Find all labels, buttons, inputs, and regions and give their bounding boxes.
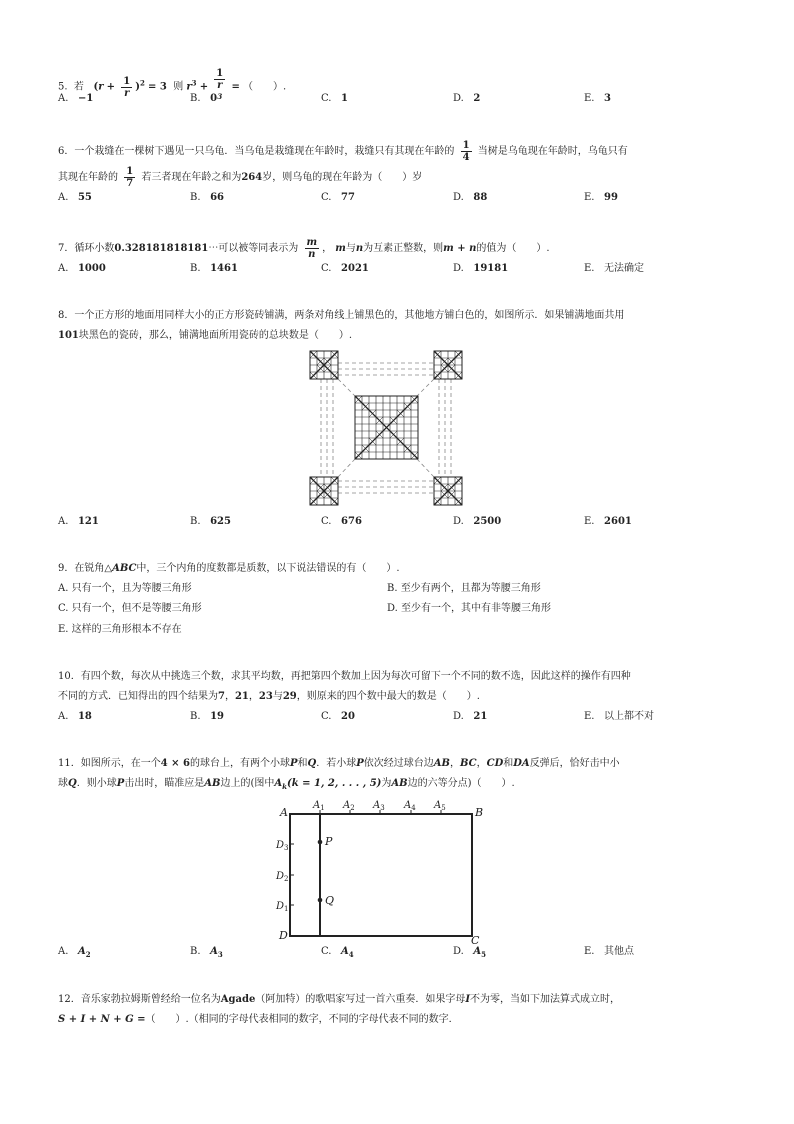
q6-option-e[interactable] [584,192,618,204]
option-label: C. [321,93,332,104]
q5-then: 则 [173,81,184,93]
q7-decimal: 0.328181818181 [114,243,209,254]
q6-stem-line1 [58,140,628,163]
option-label: D. [453,516,464,527]
q11-text-f: 球 [58,778,68,789]
option-value: A [473,946,482,957]
q11-sep2: ， [476,758,487,769]
tile-block-top-left [310,351,338,379]
q11-option-c[interactable] [321,946,354,961]
option-label: D. [453,946,464,957]
q6-text-c: 其现在年龄的 [58,172,118,183]
q11-q: Q [307,758,317,769]
option-label: A. [58,583,69,594]
q11-ab2: AB [204,778,221,789]
q7-m: m [335,243,346,254]
q11-label-d2: D [276,871,285,882]
option-value: 以上都不对 [604,711,655,722]
tile-block-bottom-left [310,477,338,505]
q8-option-b[interactable] [190,516,231,528]
dashed-guide-diagonal [338,379,355,396]
q11-option-e[interactable] [584,946,634,958]
q7-text-c: 为互素正整数，则 [363,243,444,254]
q10-and: 与 [272,691,283,702]
option-label: C. [321,516,332,527]
svg-text:D3 [275,840,289,852]
q5-plus2: + [199,81,209,93]
q11-top-labels [312,800,446,812]
option-label: D. [387,603,398,614]
option-label: B. [387,583,398,594]
q11-bc: BC [460,758,477,769]
q11-text-e: 反弹后，恰好击中小 [529,758,620,769]
q5-option-d[interactable] [453,93,480,105]
q12-text-b: （阿加特）的歌唱家写过一首六重奏．如果字母 [255,994,466,1005]
q7-option-d[interactable] [453,263,508,275]
q11-text-c: ．若小球 [316,758,357,769]
q11-text-j: 为 [381,778,392,789]
q11-label-b: B [475,806,484,819]
q11-ab: AB [433,758,450,769]
q8-option-e[interactable] [584,516,632,528]
q7-and: 与 [345,243,356,254]
q11-label-a1: A [313,800,321,811]
q11-dims: 4 × 6 [160,758,190,769]
q6-stem-line2 [58,166,422,189]
q6-frac1-den: 4 [462,152,470,163]
q8-count: 101 [58,330,79,341]
option-value: 21 [473,711,488,722]
q11-label-c: C [471,934,480,944]
q7-option-e[interactable] [584,263,644,275]
q5-cube: 3 [191,78,197,88]
option-sub: 2 [85,950,91,959]
q10-option-e[interactable] [584,711,654,723]
option-label: B. [190,93,201,104]
q11-text-a: 11．如图所示，在一个 [58,758,161,769]
option-sub: 3 [217,950,223,959]
q11-text-i: 边上的(图中 [220,778,275,789]
q8-option-a[interactable] [58,516,99,528]
q10-comma-2: ， [248,691,259,702]
option-label: D. [453,192,464,203]
q5-eq-3: = 3 [148,81,167,93]
q11-label-a1-sub: 1 [320,804,325,812]
q11-kset: (k = 1, 2, . . . , 5) [287,778,382,789]
q11-stem-line1 [58,757,620,771]
option-value: 88 [473,192,488,203]
option-label: B. [190,192,201,203]
q11-ticks [290,810,441,905]
q12-expr: S + I + N + G = [58,1014,146,1025]
q8-text-a: 8．一个正方形的地面用同样大小的正方形瓷砖铺满，两条对角线上铺黑色的，其他地方铺白色的，如图所示．如果铺满地面共用 [58,310,625,321]
q11-label-a5: A [434,800,442,811]
q6-frac-1-7 [124,166,135,189]
q11-label-a2: A [343,800,351,811]
option-value: 1000 [77,263,106,274]
option-sub: 5 [481,950,487,959]
q7-text-d: 的值为（ ）. [476,243,550,254]
q10-option-a[interactable] [58,711,92,723]
option-text: 至少有两个，且都为等腰三角形 [400,583,541,594]
svg-text:A2 [342,800,355,812]
q6-frac1-num: 1 [462,140,470,151]
tile-block-center [355,396,418,459]
q5-frac-num: 1 [123,75,131,87]
q5-eq: = [231,81,240,93]
q9-option-a[interactable] [58,583,192,595]
option-text: 只有一个，但不是等腰三角形 [71,603,202,614]
q11-label-d2-sub: 2 [284,875,289,883]
option-value: 19 [210,711,224,722]
option-label: D. [453,711,464,722]
q5-frac2-den-cube: 3 [217,92,223,101]
q11-k: k [282,782,287,791]
q12-stem-line1 [58,993,620,1007]
q10-option-d[interactable] [453,711,487,723]
option-label: E. [584,263,595,274]
svg-text:D2 [275,871,289,883]
q11-option-a[interactable] [58,946,91,961]
q8-stem-line1 [58,309,624,323]
q5-frac2-num: 1 [216,68,224,79]
option-label: E. [584,192,595,203]
option-label: E. [58,624,69,635]
q6-sum: 264 [241,172,263,183]
option-label: D. [453,263,464,274]
q11-option-d[interactable] [453,946,486,961]
option-value: A [341,946,349,957]
q6-option-a[interactable] [58,192,92,204]
q6-frac2-den: 7 [126,178,134,189]
q8-option-c[interactable] [321,516,362,528]
option-value: 1 [341,93,348,104]
q12-text-a: 12．音乐家勃拉姆斯曾经给一位名为 [58,994,221,1005]
q11-stem-line2 [58,777,515,794]
option-text: 其他点 [604,946,635,957]
svg-text:A4 [403,800,416,812]
q11-p2: P [356,758,364,769]
q11-ab3: AB [391,778,408,789]
q11-label-a5-sub: 5 [441,804,446,812]
q5-option-e[interactable] [584,93,611,105]
q7-frac-den: n [308,249,316,260]
option-label: A. [58,516,69,527]
option-value: 19181 [473,263,509,274]
option-value: 2 [473,93,481,104]
q11-cd: CD [486,758,504,769]
option-value: 625 [210,516,231,527]
q10-result-3: 23 [258,691,273,702]
q6-option-d[interactable] [453,192,487,204]
q5-var-r: r [98,81,104,93]
tile-block-bottom-right [434,477,462,505]
q7-option-a[interactable] [58,263,106,275]
option-label: C. [321,192,332,203]
q11-sep1: ， [450,758,460,769]
q5-r-cubed: r [186,81,192,93]
option-value: 2500 [473,516,502,527]
option-value: 77 [341,192,355,203]
option-value: 0 [210,93,218,104]
q11-label-a3-sub: 3 [380,804,385,812]
q11-ball-p [318,840,323,845]
q5-plus: + [106,81,116,93]
option-value: 99 [604,192,618,203]
q7-text-a: 7．循环小数 [58,243,115,254]
option-text: 至少有一个，其中有非等腰三角形 [401,603,552,614]
q9-text-b: 中，三个内角的度数都是质数，以下说法错误的有（ ）. [136,563,400,574]
q7-frac-num: m [306,237,318,248]
q11-q2: Q [68,778,77,789]
q9-stem [58,562,400,576]
q7-frac-m-n [305,237,320,260]
q10-comma-1: ， [224,691,235,702]
q5-option-c[interactable] [321,93,348,105]
q11-label-d1-sub: 1 [284,905,289,913]
option-value: −1 [77,93,94,104]
option-label: B. [190,711,201,722]
option-label: B. [190,263,201,274]
q7-expr: m + n [443,243,477,254]
q7-option-c[interactable] [321,263,369,275]
q12-text-c: 不为零，当如下加法算式成立时， [470,994,621,1005]
q9-option-c[interactable] [58,603,202,615]
q11-label-a2-sub: 2 [350,804,355,812]
q6-frac-1-4 [461,140,472,163]
option-label: B. [190,946,201,957]
q5-blank: （ ）. [243,81,287,93]
q7-n: n [355,243,364,254]
q12-text-d: （ ）.（相同的字母代表相同的数字，不同的字母代表不同的数字． [145,1014,459,1025]
option-label: A. [58,93,69,104]
q9-option-b[interactable] [387,583,541,595]
q5-frac2-den-r: r [217,80,223,91]
q6-frac2-num: 1 [126,166,134,177]
q5-number: 5. [58,81,68,93]
option-value: A [210,946,218,957]
q10-option-b[interactable] [190,711,224,723]
option-value: A [77,946,86,957]
svg-text:A1 [312,800,325,812]
q7-stem [58,237,550,260]
q12-letter-i: I [465,994,471,1005]
q11-and: 和 [297,758,308,769]
q6-text-d: 若三者现在年龄之和为 [141,172,242,183]
option-label: E. [584,946,595,957]
q12-stem-line2 [58,1013,459,1027]
q9-option-e[interactable] [58,624,182,636]
q10-result-4: 29 [282,691,297,702]
q6-option-b[interactable] [190,192,224,204]
dashed-guide-diagonal [417,459,434,477]
q5-if: 若 [73,81,84,93]
q11-label-q: Q [325,894,335,907]
option-text: 这样的三角形根本不存在 [71,624,182,635]
q11-label-a4-sub: 4 [411,804,416,812]
q7-option-b[interactable] [190,263,238,275]
option-value: 66 [210,192,224,203]
option-label: D. [453,93,464,104]
option-sub: 4 [348,950,354,959]
q9-triangle: △ABC [104,563,137,574]
q11-label-d3: D [276,840,285,851]
svg-text:A3 [372,800,385,812]
q10-text-c: ，则原来的四个数中最大的数是（ ）. [296,691,480,702]
option-value: 676 [341,516,362,527]
q5-paren-close: ) [135,81,140,93]
q11-p3: P [116,778,125,789]
q11-label-a3: A [373,800,381,811]
option-value: 无法确定 [604,263,645,274]
q5-frac-1-over-r [121,76,132,99]
q7-comma: ， [322,243,333,254]
q11-text-h: 击出时，瞄准应是 [124,778,205,789]
q6-text-b: 当树是乌龟现在年龄时，乌龟只有 [477,146,628,157]
q11-text-d: 依次经过球台边 [363,758,434,769]
q12-name: Agade [220,994,256,1005]
q11-label-d: D [279,929,288,942]
q11-label-a: A [280,806,288,819]
option-value: 2601 [604,516,632,527]
q11-table-rect [290,814,472,936]
q5-option-b[interactable] [190,93,217,105]
option-label: C. [58,603,69,614]
option-label: A. [58,946,69,957]
q9-option-d[interactable] [387,603,551,615]
option-label: C. [321,711,332,722]
option-text: 只有一个，且为等腰三角形 [71,583,192,594]
q11-p: P [290,758,298,769]
q8-tile-figure [308,349,464,509]
q6-option-c[interactable] [321,192,355,204]
q11-ak: A [274,778,283,789]
option-label: E. [584,516,595,527]
q11-da: DA [513,758,530,769]
q11-text-g: ．则小球 [76,778,117,789]
option-label: A. [58,192,69,203]
q11-label-p: P [325,835,333,848]
q11-option-b[interactable] [190,946,223,961]
option-label: A. [58,263,69,274]
q5-paren-open: ( [93,81,99,93]
option-value: 1461 [210,263,238,274]
q11-label-d3-sub: 3 [284,844,289,852]
q11-left-labels [275,840,289,913]
q5-option-a[interactable] [58,93,93,105]
q11-label-a4: A [404,800,412,811]
q8-text-b: 块黑色的瓷砖，那么，铺满地面所用瓷砖的总块数是（ ）. [78,330,353,341]
q11-and2: 和 [503,758,514,769]
q11-text-k: 边的六等分点)（ ）. [407,778,515,789]
q6-text-a: 6．一个栽缝在一棵树下遇见一只乌龟．当乌龟是栽缝现在年龄时，栽缝只有其现在年龄的 [58,146,455,157]
q11-billiard-figure [270,798,490,944]
q8-option-d[interactable] [453,516,501,528]
q5-square: 2 [139,78,145,88]
q10-result-1: 7 [218,691,225,702]
q11-label-d1: D [276,901,285,912]
q11-ball-q [318,898,323,903]
q10-text-a: 10．有四个数，每次从中挑选三个数，求其平均数，再把第四个数加上因为每次可留下一个不同的数不选，因此这样的操作有四种 [58,671,631,682]
dashed-guide-diagonal [338,459,355,477]
tile-block-top-right [434,351,462,379]
q8-stem-line2 [58,329,352,343]
q10-stem-line1 [58,670,631,684]
option-value: 18 [77,711,92,722]
option-label: B. [190,516,201,527]
q7-text-b: ⋯可以被等同表示为 [208,243,299,254]
svg-text:A5 [433,800,446,812]
option-label: A. [58,711,69,722]
q10-text-b: 不同的方式．已知得出的四个结果为 [58,691,218,702]
q6-text-e: 岁，则乌龟的现在年龄为（ ）岁 [262,172,423,183]
dashed-guide-diagonal [417,379,434,396]
q10-stem-line2 [58,690,480,704]
option-label: C. [321,263,332,274]
q10-option-c[interactable] [321,711,355,723]
option-label: E. [584,711,595,722]
option-label: E. [584,93,595,104]
q5-frac-den: r [124,87,130,99]
option-value: 55 [77,192,92,203]
option-value: 121 [77,516,99,527]
option-label: C. [321,946,332,957]
svg-text:D1 [275,901,289,913]
option-value: 3 [604,93,611,104]
q10-result-2: 21 [234,691,249,702]
q11-text-b: 的球台上，有两个小球 [190,758,290,769]
option-value: 20 [341,711,355,722]
q9-text-a: 9．在锐角 [58,563,105,574]
option-value: 2021 [341,263,369,274]
